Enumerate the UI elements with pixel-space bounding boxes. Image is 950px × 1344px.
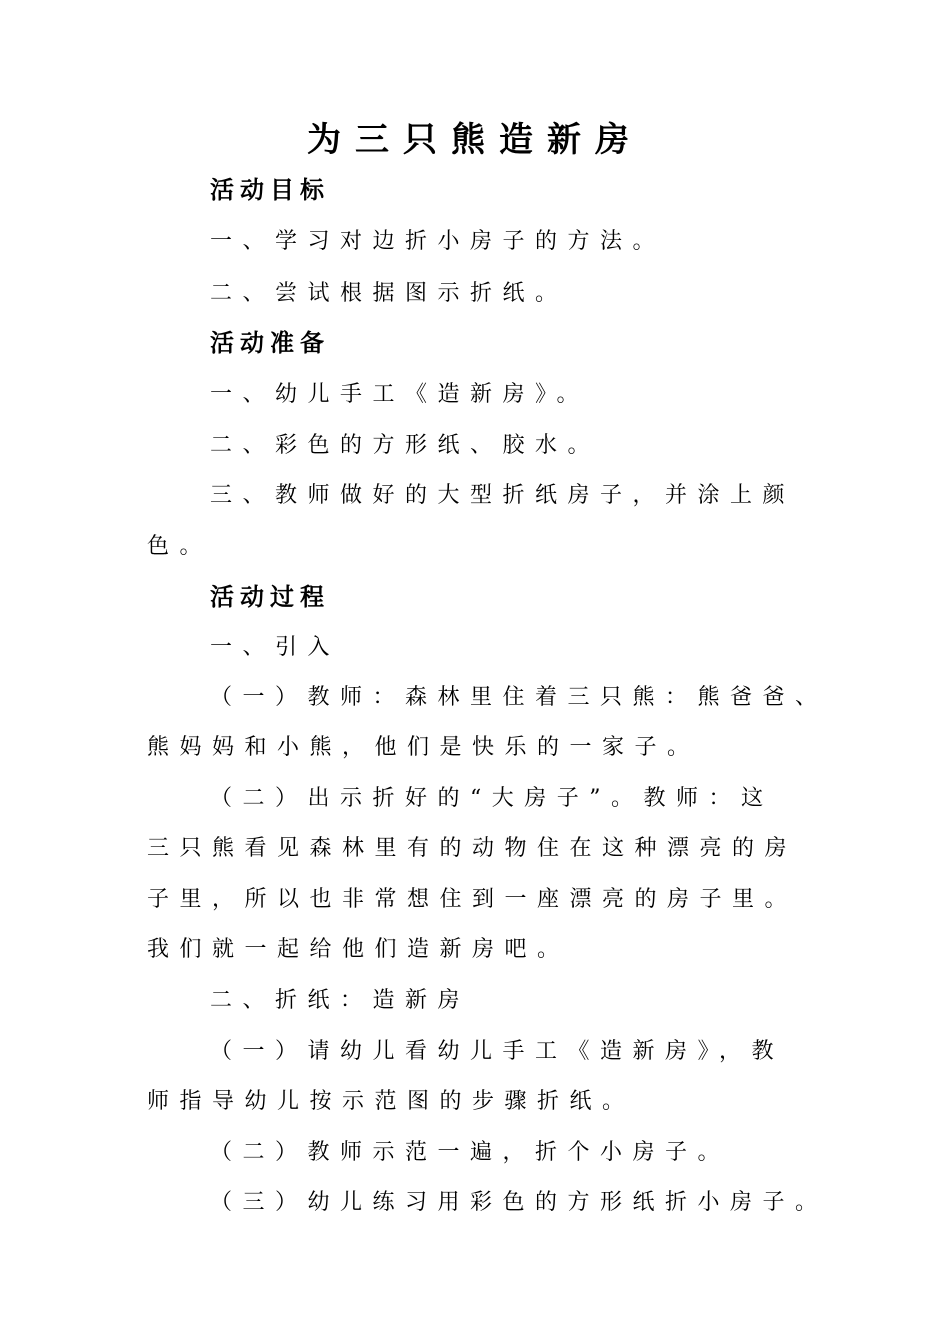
goal-item: 二、尝试根据图示折纸。 bbox=[210, 281, 568, 306]
process-line: 熊妈妈和小熊，他们是快乐的一家子。 bbox=[147, 735, 700, 760]
process-line: 一、引入 bbox=[210, 635, 341, 660]
process-line: 三只熊看见森林里有的动物住在这种漂亮的房 bbox=[147, 836, 798, 861]
process-line: （二）教师示范一遍，折个小房子。 bbox=[210, 1140, 731, 1165]
process-line: （一）请幼儿看幼儿手工《造新房》，教 bbox=[210, 1039, 785, 1064]
process-line: 我们就一起给他们造新房吧。 bbox=[147, 937, 570, 962]
preparation-item: 三、教师做好的大型折纸房子，并涂上颜 bbox=[210, 483, 796, 508]
preparation-item: 一、幼儿手工《造新房》。 bbox=[210, 382, 590, 407]
section-heading-process: 活动过程 bbox=[210, 582, 330, 611]
preparation-item-continued: 色。 bbox=[147, 534, 213, 559]
process-line: 子里，所以也非常想住到一座漂亮的房子里。 bbox=[147, 887, 798, 912]
process-line: （三）幼儿练习用彩色的方形纸折小房子。 bbox=[210, 1190, 828, 1215]
section-heading-goals: 活动目标 bbox=[210, 175, 330, 204]
process-line: （二）出示折好的“大房子”。教师：这 bbox=[210, 786, 774, 811]
process-line: 二、折纸：造新房 bbox=[210, 988, 471, 1013]
preparation-item: 二、彩色的方形纸、胶水。 bbox=[210, 433, 601, 458]
page-title: 为三只熊造新房 bbox=[307, 120, 643, 160]
process-line: （一）教师：森林里住着三只熊：熊爸爸、 bbox=[210, 685, 828, 710]
goal-item: 一、学习对边折小房子的方法。 bbox=[210, 229, 666, 254]
section-heading-preparation: 活动准备 bbox=[210, 328, 330, 357]
process-line: 师指导幼儿按示范图的步骤折纸。 bbox=[147, 1089, 635, 1114]
